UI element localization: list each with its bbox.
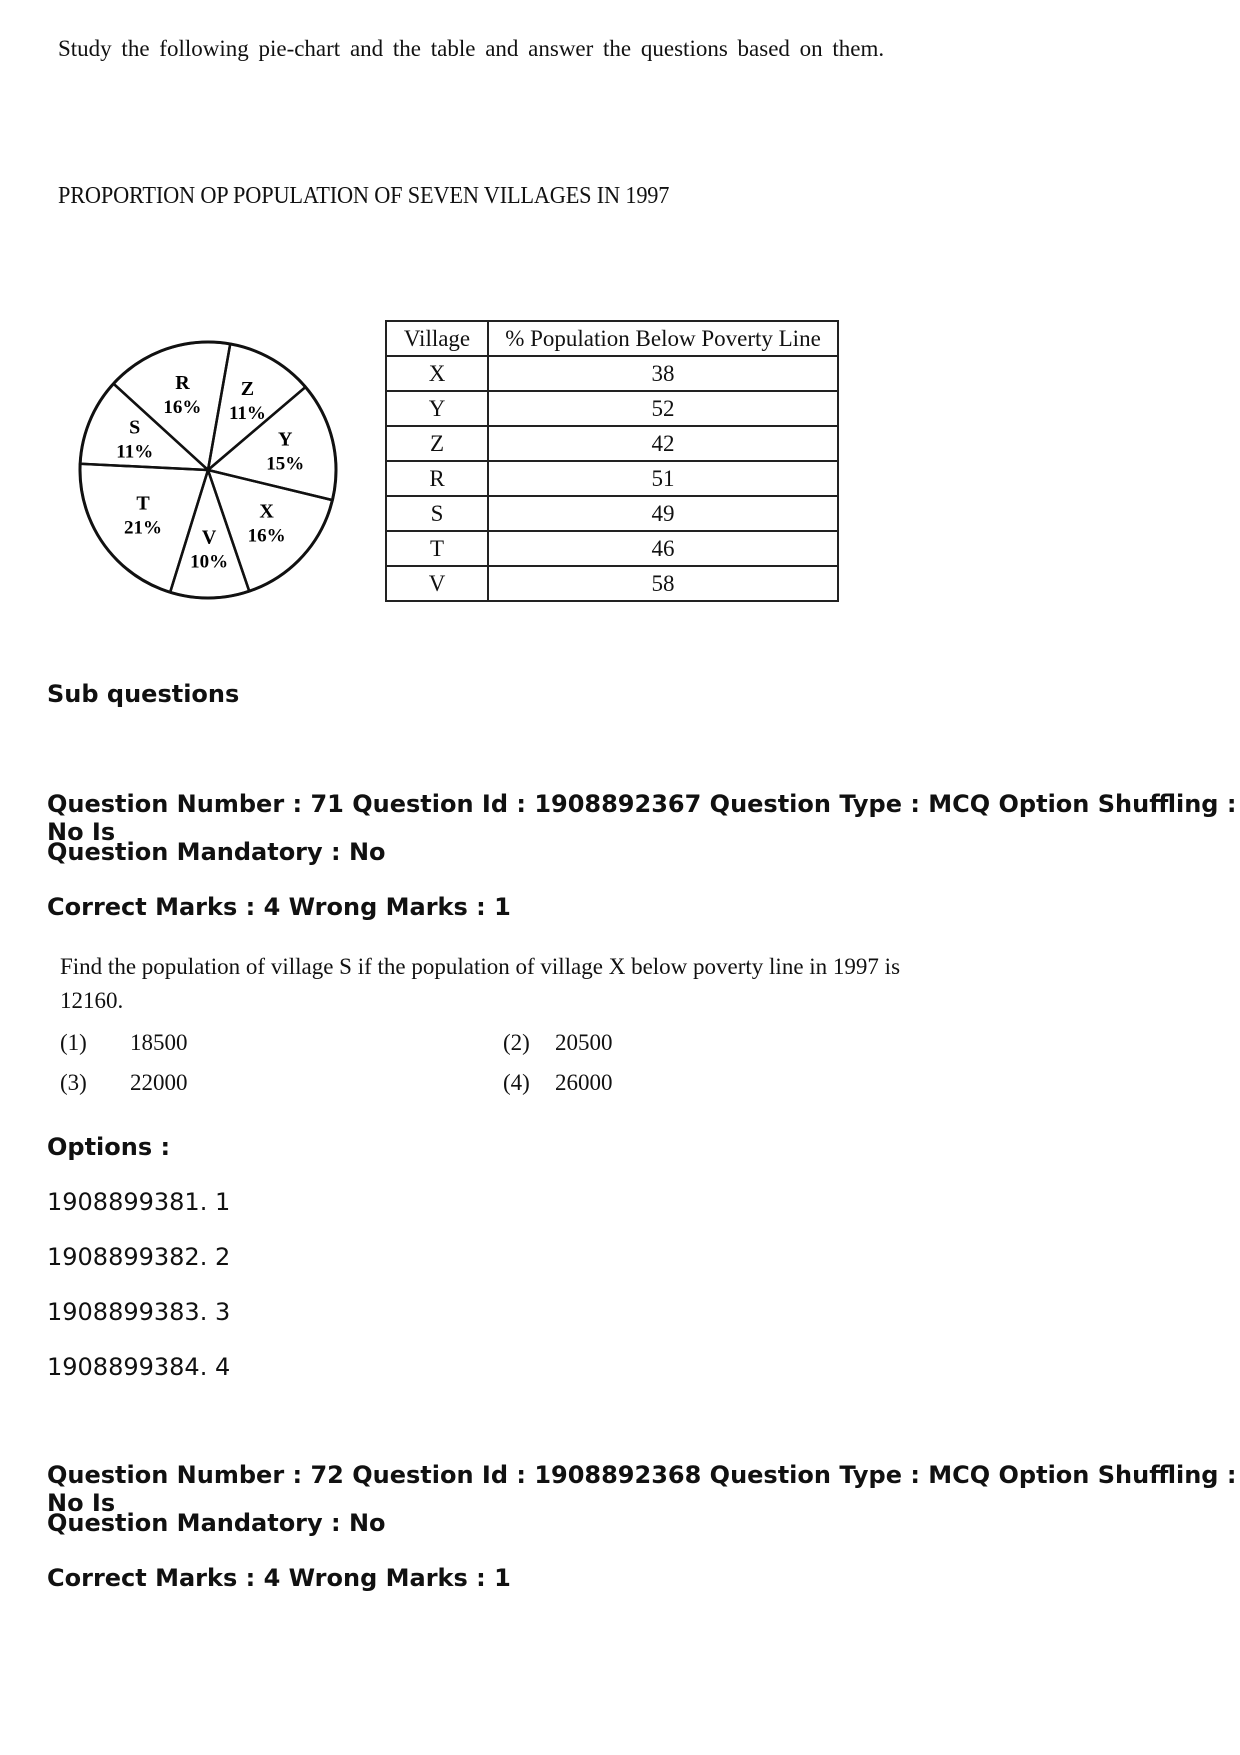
population-pie-chart — [70, 295, 350, 635]
pie-label-v: V — [201, 526, 217, 549]
poverty-cell: 38 — [488, 356, 838, 391]
option-1: 1908899381. 1 — [47, 1188, 231, 1216]
header-poverty: % Population Below Poverty Line — [488, 321, 838, 356]
q71-meta-line2: Question Mandatory : No — [47, 838, 386, 866]
poverty-cell: 46 — [488, 531, 838, 566]
choice-1-value: 18500 — [130, 1030, 188, 1055]
choice-2-value: 20500 — [555, 1030, 613, 1055]
sub-questions-heading: Sub questions — [47, 680, 240, 708]
village-cell: X — [386, 356, 488, 391]
q72-meta-line2: Question Mandatory : No — [47, 1509, 386, 1537]
pie-value-t: 21% — [123, 517, 162, 539]
q72-meta-line1: Question Number : 72 Question Id : 1908892368 Question Type : MCQ Option Shuffling : No Is — [47, 1461, 1237, 1517]
choice-1-number: (1) — [60, 1030, 87, 1055]
poverty-cell: 58 — [488, 566, 838, 601]
pie-label-z: Z — [240, 378, 255, 401]
village-cell: R — [386, 461, 488, 496]
village-cell: T — [386, 531, 488, 566]
pie-value-y: 15% — [266, 453, 305, 475]
option-3: 1908899383. 3 — [47, 1298, 231, 1326]
table-row — [386, 391, 838, 426]
pie-value-z: 11% — [228, 403, 266, 425]
table-row — [386, 566, 838, 601]
poverty-table — [385, 320, 839, 602]
village-cell: V — [386, 566, 488, 601]
pie-label-r: R — [175, 371, 190, 394]
table-header-row — [386, 321, 838, 356]
option-4: 1908899384. 4 — [47, 1353, 231, 1381]
choice-3-number: (3) — [60, 1070, 87, 1095]
q71-question-text: Find the population of village S if the population of village X below poverty line in 1997 is 12160. — [60, 954, 901, 1013]
table-row — [386, 531, 838, 566]
pie-value-v: 10% — [190, 551, 229, 573]
pie-label-x: X — [259, 500, 274, 523]
choice-4-number: (4) — [503, 1070, 530, 1095]
choice-2-number: (2) — [503, 1030, 530, 1055]
village-cell: Z — [386, 426, 488, 461]
poverty-cell: 49 — [488, 496, 838, 531]
pie-value-x: 16% — [247, 525, 286, 547]
pie-label-t: T — [136, 492, 150, 515]
options-heading: Options : — [47, 1133, 171, 1161]
option-2: 1908899382. 2 — [47, 1243, 231, 1271]
pie-value-s: 11% — [116, 441, 154, 463]
intro-text: Study the following pie-chart and the table and answer the questions based on them. — [58, 36, 885, 61]
poverty-cell: 51 — [488, 461, 838, 496]
poverty-cell: 52 — [488, 391, 838, 426]
q71-meta-line1: Question Number : 71 Question Id : 1908892367 Question Type : MCQ Option Shuffling : No Is — [47, 790, 1237, 846]
table-row — [386, 496, 838, 531]
q72-marks: Correct Marks : 4 Wrong Marks : 1 — [47, 1564, 511, 1592]
table-row — [386, 426, 838, 461]
header-village: Village — [386, 321, 488, 356]
pie-label-s: S — [129, 416, 141, 439]
village-cell: S — [386, 496, 488, 531]
q71-marks: Correct Marks : 4 Wrong Marks : 1 — [47, 893, 511, 921]
table-row — [386, 356, 838, 391]
pie-label-y: Y — [277, 428, 293, 451]
chart-title: PROPORTION OP POPULATION OF SEVEN VILLAGES IN 1997 — [58, 183, 670, 209]
village-cell: Y — [386, 391, 488, 426]
poverty-cell: 42 — [488, 426, 838, 461]
choice-4-value: 26000 — [555, 1070, 613, 1095]
choice-3-value: 22000 — [130, 1070, 188, 1095]
table-row — [386, 461, 838, 496]
pie-value-r: 16% — [163, 396, 202, 418]
